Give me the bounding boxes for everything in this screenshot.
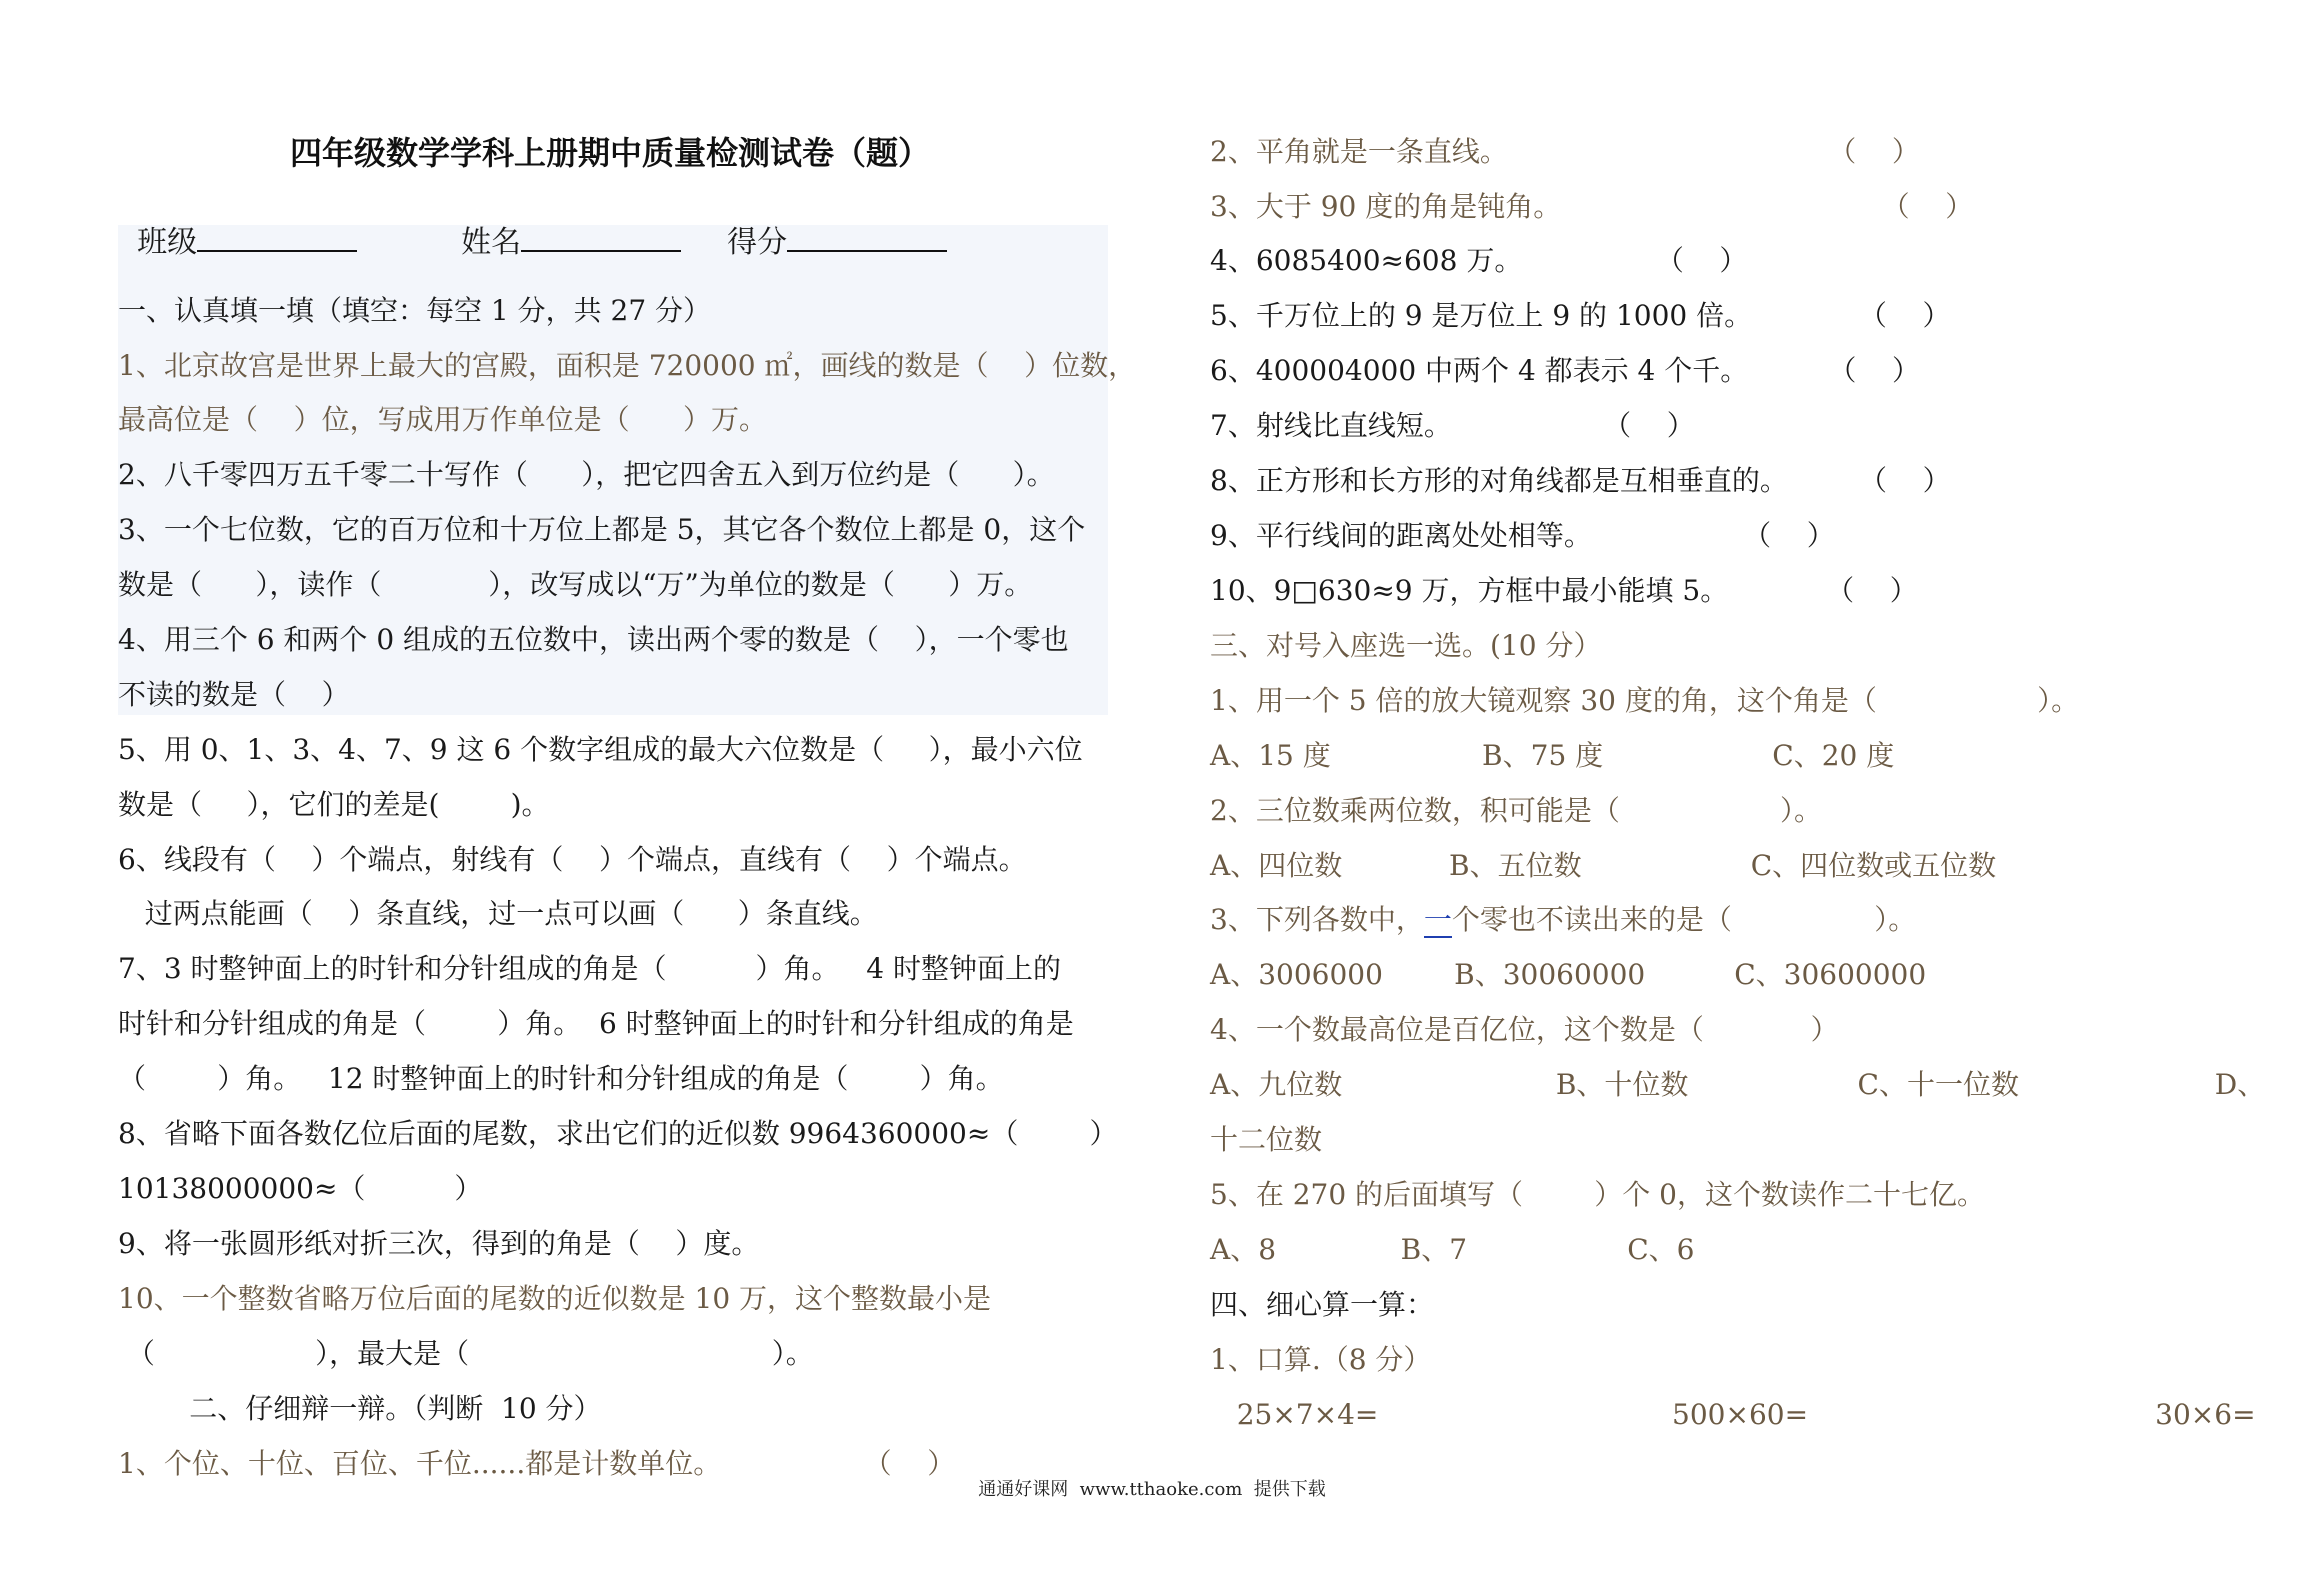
option-line: A、15 度 B、75 度 C、20 度	[1210, 739, 1895, 772]
question-line: 3、大于 90 度的角是钝角。 （ ）	[1210, 190, 1974, 223]
question-line: 5、在 270 的后面填写（ ）个 0，这个数读作二十七亿。	[1210, 1178, 1985, 1211]
score-label: 得分	[727, 225, 788, 260]
name-label: 姓名	[461, 225, 522, 260]
question-line: 2、三位数乘两位数，积可能是（ ）。	[1210, 794, 1823, 827]
class-label: 班级	[137, 225, 198, 260]
option-line: A、3006000 B、30060000 C、30600000	[1210, 958, 1927, 991]
option-line: 十二位数	[1210, 1123, 1323, 1156]
question-line: 5、千万位上的 9 是万位上 9 的 1000 倍。 （ ）	[1210, 299, 1951, 332]
question-line: 10、一个整数省略万位后面的尾数的近似数是 10 万，这个整数最小是	[118, 1282, 992, 1315]
name-field[interactable]	[442, 182, 681, 261]
question-line: 数是（ ），读作（ ），改写成以“万”为单位的数是（ ）万。	[118, 568, 1033, 601]
question-line: 1、口算.（8 分）	[1210, 1343, 1432, 1376]
question-line: 8、正方形和长方形的对角线都是互相垂直的。 （ ）	[1210, 464, 1951, 497]
question-line: 10138000000≈（ ）	[118, 1172, 483, 1205]
section-4-heading: 四、细心算一算：	[1210, 1288, 1435, 1321]
question-line: 6、线段有（ ）个端点，射线有（ ）个端点，直线有（ ）个端点。	[118, 843, 1027, 876]
question-line: 8、省略下面各数亿位后面的尾数，求出它们的近似数 9964360000≈（ ）	[118, 1117, 1118, 1150]
question-line: 过两点能画（ ）条直线，过一点可以画（ ）条直线。	[118, 897, 878, 930]
question-line: 2、八千零四万五千零二十写作（ ），把它四舍五入到万位约是（ ）。	[118, 458, 1055, 491]
section-1-heading: 一、认真填一填（填空：每空 1 分，共 27 分）	[118, 294, 712, 327]
question-line: 4、用三个 6 和两个 0 组成的五位数中，读出两个零的数是（ ），一个零也	[118, 623, 1069, 656]
question-line: 9、将一张圆形纸对折三次，得到的角是（ ）度。	[118, 1227, 760, 1260]
page-title: 四年级数学学科上册期中质量检测试卷（题）	[290, 134, 931, 172]
question-line: 4、一个数最高位是百亿位，这个数是（ ）	[1210, 1013, 1839, 1046]
question-line: 1、个位、十位、百位、千位......都是计数单位。 （ ）	[118, 1447, 956, 1480]
question-line: （ ），最大是（ ）。	[118, 1337, 814, 1370]
question-line: 1、用一个 5 倍的放大镜观察 30 度的角，这个角是（ ）。	[1210, 684, 2080, 717]
q3-underlined: 一	[1423, 903, 1452, 936]
question-line: 数是（ ），它们的差是( )。	[118, 788, 550, 821]
option-line: A、九位数 B、十位数 C、十一位数 D、	[1210, 1068, 2266, 1101]
question-line: 时针和分针组成的角是（ ）角。 6 时整钟面上的时针和分针组成的角是	[118, 1007, 1074, 1040]
question-line: 4、6085400≈608 万。 （ ）	[1210, 244, 1748, 277]
score-blank[interactable]	[787, 224, 947, 252]
question-line: 3、一个七位数，它的百万位和十万位上都是 5，其它各个数位上都是 0，这个	[118, 513, 1086, 546]
section-2-heading: 二、仔细辩一辩。（判断 10 分）	[118, 1392, 602, 1425]
q3-before: 3、下列各数中，	[1210, 903, 1424, 936]
option-line: A、四位数 B、五位数 C、四位数或五位数	[1210, 849, 1997, 882]
calc-line: 25×7×4= 500×60= 30×6=	[1210, 1398, 2256, 1431]
q3-after: 个零也不读出来的是（ ）。	[1451, 903, 1917, 936]
section-3-heading: 三、对号入座选一选。(10 分）	[1210, 629, 1602, 662]
class-blank[interactable]	[197, 224, 357, 252]
class-field[interactable]	[118, 182, 357, 261]
question-line: 10、9□630≈9 万，方框中最小能填 5。 （ ）	[1210, 574, 1918, 607]
footer-credit: 通通好课网 www.tthaoke.com 提供下载	[978, 1479, 1326, 1500]
question-line: 5、用 0、1、3、4、7、9 这 6 个数字组成的最大六位数是（ ），最小六位	[118, 733, 1083, 766]
name-blank[interactable]	[521, 224, 681, 252]
question-line: 2、平角就是一条直线。 （ ）	[1210, 135, 1920, 168]
question-line-3	[1210, 900, 1916, 940]
score-field[interactable]	[708, 182, 947, 261]
question-line: （ ）角。 12 时整钟面上的时针和分针组成的角是（ ）角。	[118, 1062, 1004, 1095]
question-line: 9、平行线间的距离处处相等。 （ ）	[1210, 519, 1835, 552]
question-line: 6、400004000 中两个 4 都表示 4 个千。 （ ）	[1210, 354, 1920, 387]
question-line: 最高位是（ ）位，写成用万作单位是（ ）万。	[118, 403, 768, 436]
question-line: 7、3 时整钟面上的时针和分针组成的角是（ ）角。 4 时整钟面上的	[118, 952, 1061, 985]
question-line: 不读的数是（ ）	[118, 678, 350, 711]
question-line: 1、北京故宫是世界上最大的宫殿，面积是 720000 ㎡，画线的数是（ ）位数，	[118, 349, 1137, 382]
option-line: A、8 B、7 C、6	[1210, 1233, 1695, 1266]
question-line: 7、射线比直线短。 （ ）	[1210, 409, 1695, 442]
